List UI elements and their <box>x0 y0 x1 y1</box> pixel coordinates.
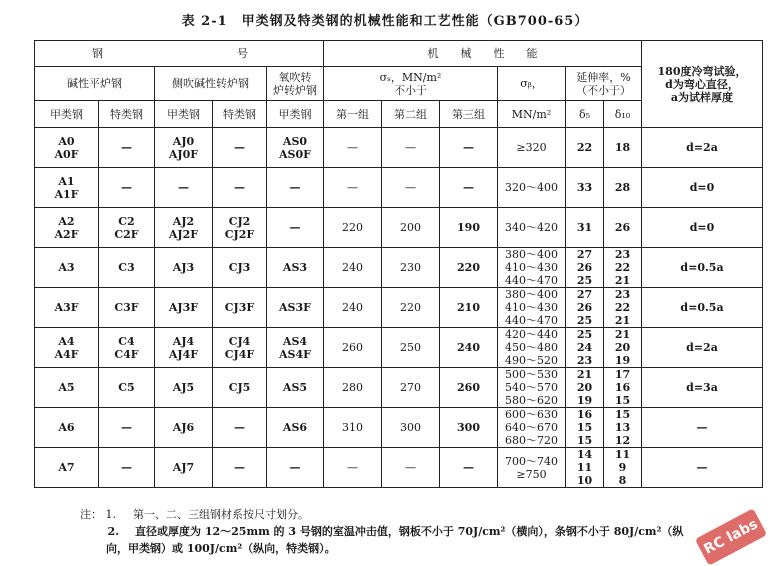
table-row <box>35 128 763 168</box>
col-class-a: 甲类钢 <box>35 101 99 128</box>
grade-side-blown-special: CJ3 <box>213 248 267 288</box>
grade-oxygen-a: AS0 AS0F <box>267 128 324 168</box>
tensile-strength: 500～530 540～570 580～620 <box>498 368 566 408</box>
grade-open-hearth-a: A5 <box>35 368 99 408</box>
yield-group-3: 240 <box>440 328 498 368</box>
elongation-d10: 28 <box>604 168 642 208</box>
tensile-strength: 380～400 410～430 440～470 <box>498 248 566 288</box>
table-row <box>35 328 763 368</box>
yield-group-1: — <box>324 168 382 208</box>
notes <box>80 506 760 557</box>
yield-group-3: — <box>440 128 498 168</box>
table-row <box>35 208 763 248</box>
elongation-d10: 17 16 15 <box>604 368 642 408</box>
side-blown-converter-header: 侧吹碱性转炉钢 <box>155 67 267 101</box>
yield-group-3: — <box>440 448 498 488</box>
grade-open-hearth-special: C3F <box>99 288 155 328</box>
yield-group-1: 240 <box>324 248 382 288</box>
yield-group-2: 300 <box>382 408 440 448</box>
yield-group-3: 190 <box>440 208 498 248</box>
grade-side-blown-special: CJ4 CJ4F <box>213 328 267 368</box>
mechanical-properties-header: 机 械 性 能 <box>324 41 642 67</box>
grade-oxygen-a: AS4 AS4F <box>267 328 324 368</box>
elongation-d10: 18 <box>604 128 642 168</box>
col-group-2: 第二组 <box>382 101 440 128</box>
grade-side-blown-special: CJ3F <box>213 288 267 328</box>
yield-group-2: 200 <box>382 208 440 248</box>
table-row <box>35 448 763 488</box>
grade-side-blown-special: CJ2 CJ2F <box>213 208 267 248</box>
grade-open-hearth-special: — <box>99 168 155 208</box>
note-1 <box>80 506 760 523</box>
grade-side-blown-a: AJ7 <box>155 448 213 488</box>
table-row <box>35 408 763 448</box>
yield-group-1: 260 <box>324 328 382 368</box>
grade-open-hearth-special: — <box>99 128 155 168</box>
note-text: 第一、二、三组钢材系按尺寸划分。 <box>133 508 309 521</box>
grade-side-blown-a: — <box>155 168 213 208</box>
note-number: 2. <box>107 525 119 538</box>
steel-grade-header: 钢 号 <box>35 41 324 67</box>
yield-group-3: 260 <box>440 368 498 408</box>
elongation-d5: 16 15 15 <box>566 408 604 448</box>
yield-group-3: 220 <box>440 248 498 288</box>
yield-group-3: 210 <box>440 288 498 328</box>
cold-bend-value: d=3a <box>642 368 763 408</box>
cold-bend-header: 180度冷弯试验， d为弯心直径， a为试样厚度 <box>642 41 763 128</box>
table-title: 表 2-1 甲类钢及特类钢的机械性能和工艺性能（GB700-65） <box>181 14 589 29</box>
grade-side-blown-special: — <box>213 448 267 488</box>
tensile-strength: 380～400 410～430 440～470 <box>498 288 566 328</box>
col-class-a: 甲类钢 <box>155 101 213 128</box>
tensile-strength: 420～440 450～480 490～520 <box>498 328 566 368</box>
grade-side-blown-special: — <box>213 128 267 168</box>
elongation-d10: 15 13 12 <box>604 408 642 448</box>
cold-bend-value: d=2a <box>642 328 763 368</box>
grade-open-hearth-a: A4 A4F <box>35 328 99 368</box>
col-delta10: δ₁₀ <box>604 101 642 128</box>
grade-side-blown-special: CJ5 <box>213 368 267 408</box>
grade-open-hearth-special: C4 C4F <box>99 328 155 368</box>
note-label: 注： <box>80 508 102 521</box>
grade-open-hearth-special: C2 C2F <box>99 208 155 248</box>
col-unit: MN/m² <box>498 101 566 128</box>
grade-oxygen-a: — <box>267 448 324 488</box>
yield-group-1: — <box>324 448 382 488</box>
cold-bend-value: — <box>642 448 763 488</box>
yield-group-2: 220 <box>382 288 440 328</box>
col-special: 特类钢 <box>213 101 267 128</box>
elongation-header: 延伸率，% （不小于） <box>566 67 642 101</box>
elongation-d10: 23 22 21 <box>604 248 642 288</box>
yield-group-1: 280 <box>324 368 382 408</box>
note-2 <box>80 523 760 540</box>
elongation-d5: 27 26 25 <box>566 248 604 288</box>
cold-bend-value: d=0.5a <box>642 248 763 288</box>
grade-side-blown-a: AJ6 <box>155 408 213 448</box>
cold-bend-value: — <box>642 408 763 448</box>
yield-group-2: — <box>382 168 440 208</box>
grade-oxygen-a: AS3 <box>267 248 324 288</box>
basic-open-hearth-header: 碱性平炉钢 <box>35 67 155 101</box>
grade-side-blown-a: AJ4 AJ4F <box>155 328 213 368</box>
grade-side-blown-a: AJ2 AJ2F <box>155 208 213 248</box>
grade-open-hearth-special: — <box>99 408 155 448</box>
col-group-3: 第三组 <box>440 101 498 128</box>
grade-side-blown-a: AJ5 <box>155 368 213 408</box>
watermark-logo: RC labs <box>695 508 767 565</box>
cold-bend-value: d=0 <box>642 208 763 248</box>
grade-oxygen-a: AS6 <box>267 408 324 448</box>
grade-side-blown-a: AJ3 <box>155 248 213 288</box>
grade-side-blown-a: AJ0 AJ0F <box>155 128 213 168</box>
yield-group-3: — <box>440 168 498 208</box>
tensile-strength: 320～400 <box>498 168 566 208</box>
grade-oxygen-a: AS5 <box>267 368 324 408</box>
yield-group-1: 220 <box>324 208 382 248</box>
yield-group-1: — <box>324 128 382 168</box>
grade-oxygen-a: — <box>267 168 324 208</box>
elongation-d5: 31 <box>566 208 604 248</box>
grade-open-hearth-a: A1 A1F <box>35 168 99 208</box>
grade-open-hearth-a: A0 A0F <box>35 128 99 168</box>
grade-oxygen-a: — <box>267 208 324 248</box>
elongation-d5: 33 <box>566 168 604 208</box>
elongation-d5: 21 20 19 <box>566 368 604 408</box>
note-2-continued: 向，甲类钢）或 100J/cm²（纵向，特类钢）。 <box>106 542 336 555</box>
table-row <box>35 368 763 408</box>
grade-oxygen-a: AS3F <box>267 288 324 328</box>
grade-side-blown-special: — <box>213 168 267 208</box>
grade-open-hearth-special: C5 <box>99 368 155 408</box>
tensile-strength: 700～740 ≥750 <box>498 448 566 488</box>
note-number: 1. <box>105 508 116 521</box>
elongation-d10: 21 20 19 <box>604 328 642 368</box>
elongation-d5: 25 24 23 <box>566 328 604 368</box>
table-row <box>35 288 763 328</box>
yield-group-2: — <box>382 128 440 168</box>
col-class-a: 甲类钢 <box>267 101 324 128</box>
yield-group-2: 230 <box>382 248 440 288</box>
yield-group-3: 300 <box>440 408 498 448</box>
tensile-strength: ≥320 <box>498 128 566 168</box>
yield-group-1: 240 <box>324 288 382 328</box>
grade-open-hearth-special: — <box>99 448 155 488</box>
elongation-d5: 14 11 10 <box>566 448 604 488</box>
elongation-d5: 22 <box>566 128 604 168</box>
elongation-d10: 11 9 8 <box>604 448 642 488</box>
grade-side-blown-special: — <box>213 408 267 448</box>
grade-open-hearth-a: A6 <box>35 408 99 448</box>
grade-open-hearth-a: A3F <box>35 288 99 328</box>
cold-bend-value: d=0 <box>642 168 763 208</box>
note-text: 直径或厚度为 12～25mm 的 3 号钢的室温冲击值，钢板不小于 70J/cm²（横向），条钢不小于 80J/cm²（纵 <box>135 525 684 538</box>
cold-bend-value: d=2a <box>642 128 763 168</box>
yield-group-1: 310 <box>324 408 382 448</box>
mechanical-properties-table <box>34 40 763 488</box>
tensile-strength: 340～420 <box>498 208 566 248</box>
yield-group-2: — <box>382 448 440 488</box>
grade-open-hearth-a: A2 A2F <box>35 208 99 248</box>
yield-group-2: 250 <box>382 328 440 368</box>
elongation-d10: 23 22 21 <box>604 288 642 328</box>
yield-strength-header: σₛ，MN/m² 不小于 <box>324 67 498 101</box>
oxygen-converter-header: 氧吹转 炉转炉钢 <box>267 67 324 101</box>
cold-bend-value: d=0.5a <box>642 288 763 328</box>
table-row <box>35 248 763 288</box>
grade-open-hearth-special: C3 <box>99 248 155 288</box>
elongation-d10: 26 <box>604 208 642 248</box>
elongation-d5: 27 26 25 <box>566 288 604 328</box>
grade-open-hearth-a: A7 <box>35 448 99 488</box>
col-special: 特类钢 <box>99 101 155 128</box>
grade-open-hearth-a: A3 <box>35 248 99 288</box>
col-group-1: 第一组 <box>324 101 382 128</box>
tensile-strength-header: σᵦ， <box>498 67 566 101</box>
col-delta5: δ₅ <box>566 101 604 128</box>
grade-side-blown-a: AJ3F <box>155 288 213 328</box>
tensile-strength: 600～630 640～670 680～720 <box>498 408 566 448</box>
yield-group-2: 270 <box>382 368 440 408</box>
table-row <box>35 168 763 208</box>
